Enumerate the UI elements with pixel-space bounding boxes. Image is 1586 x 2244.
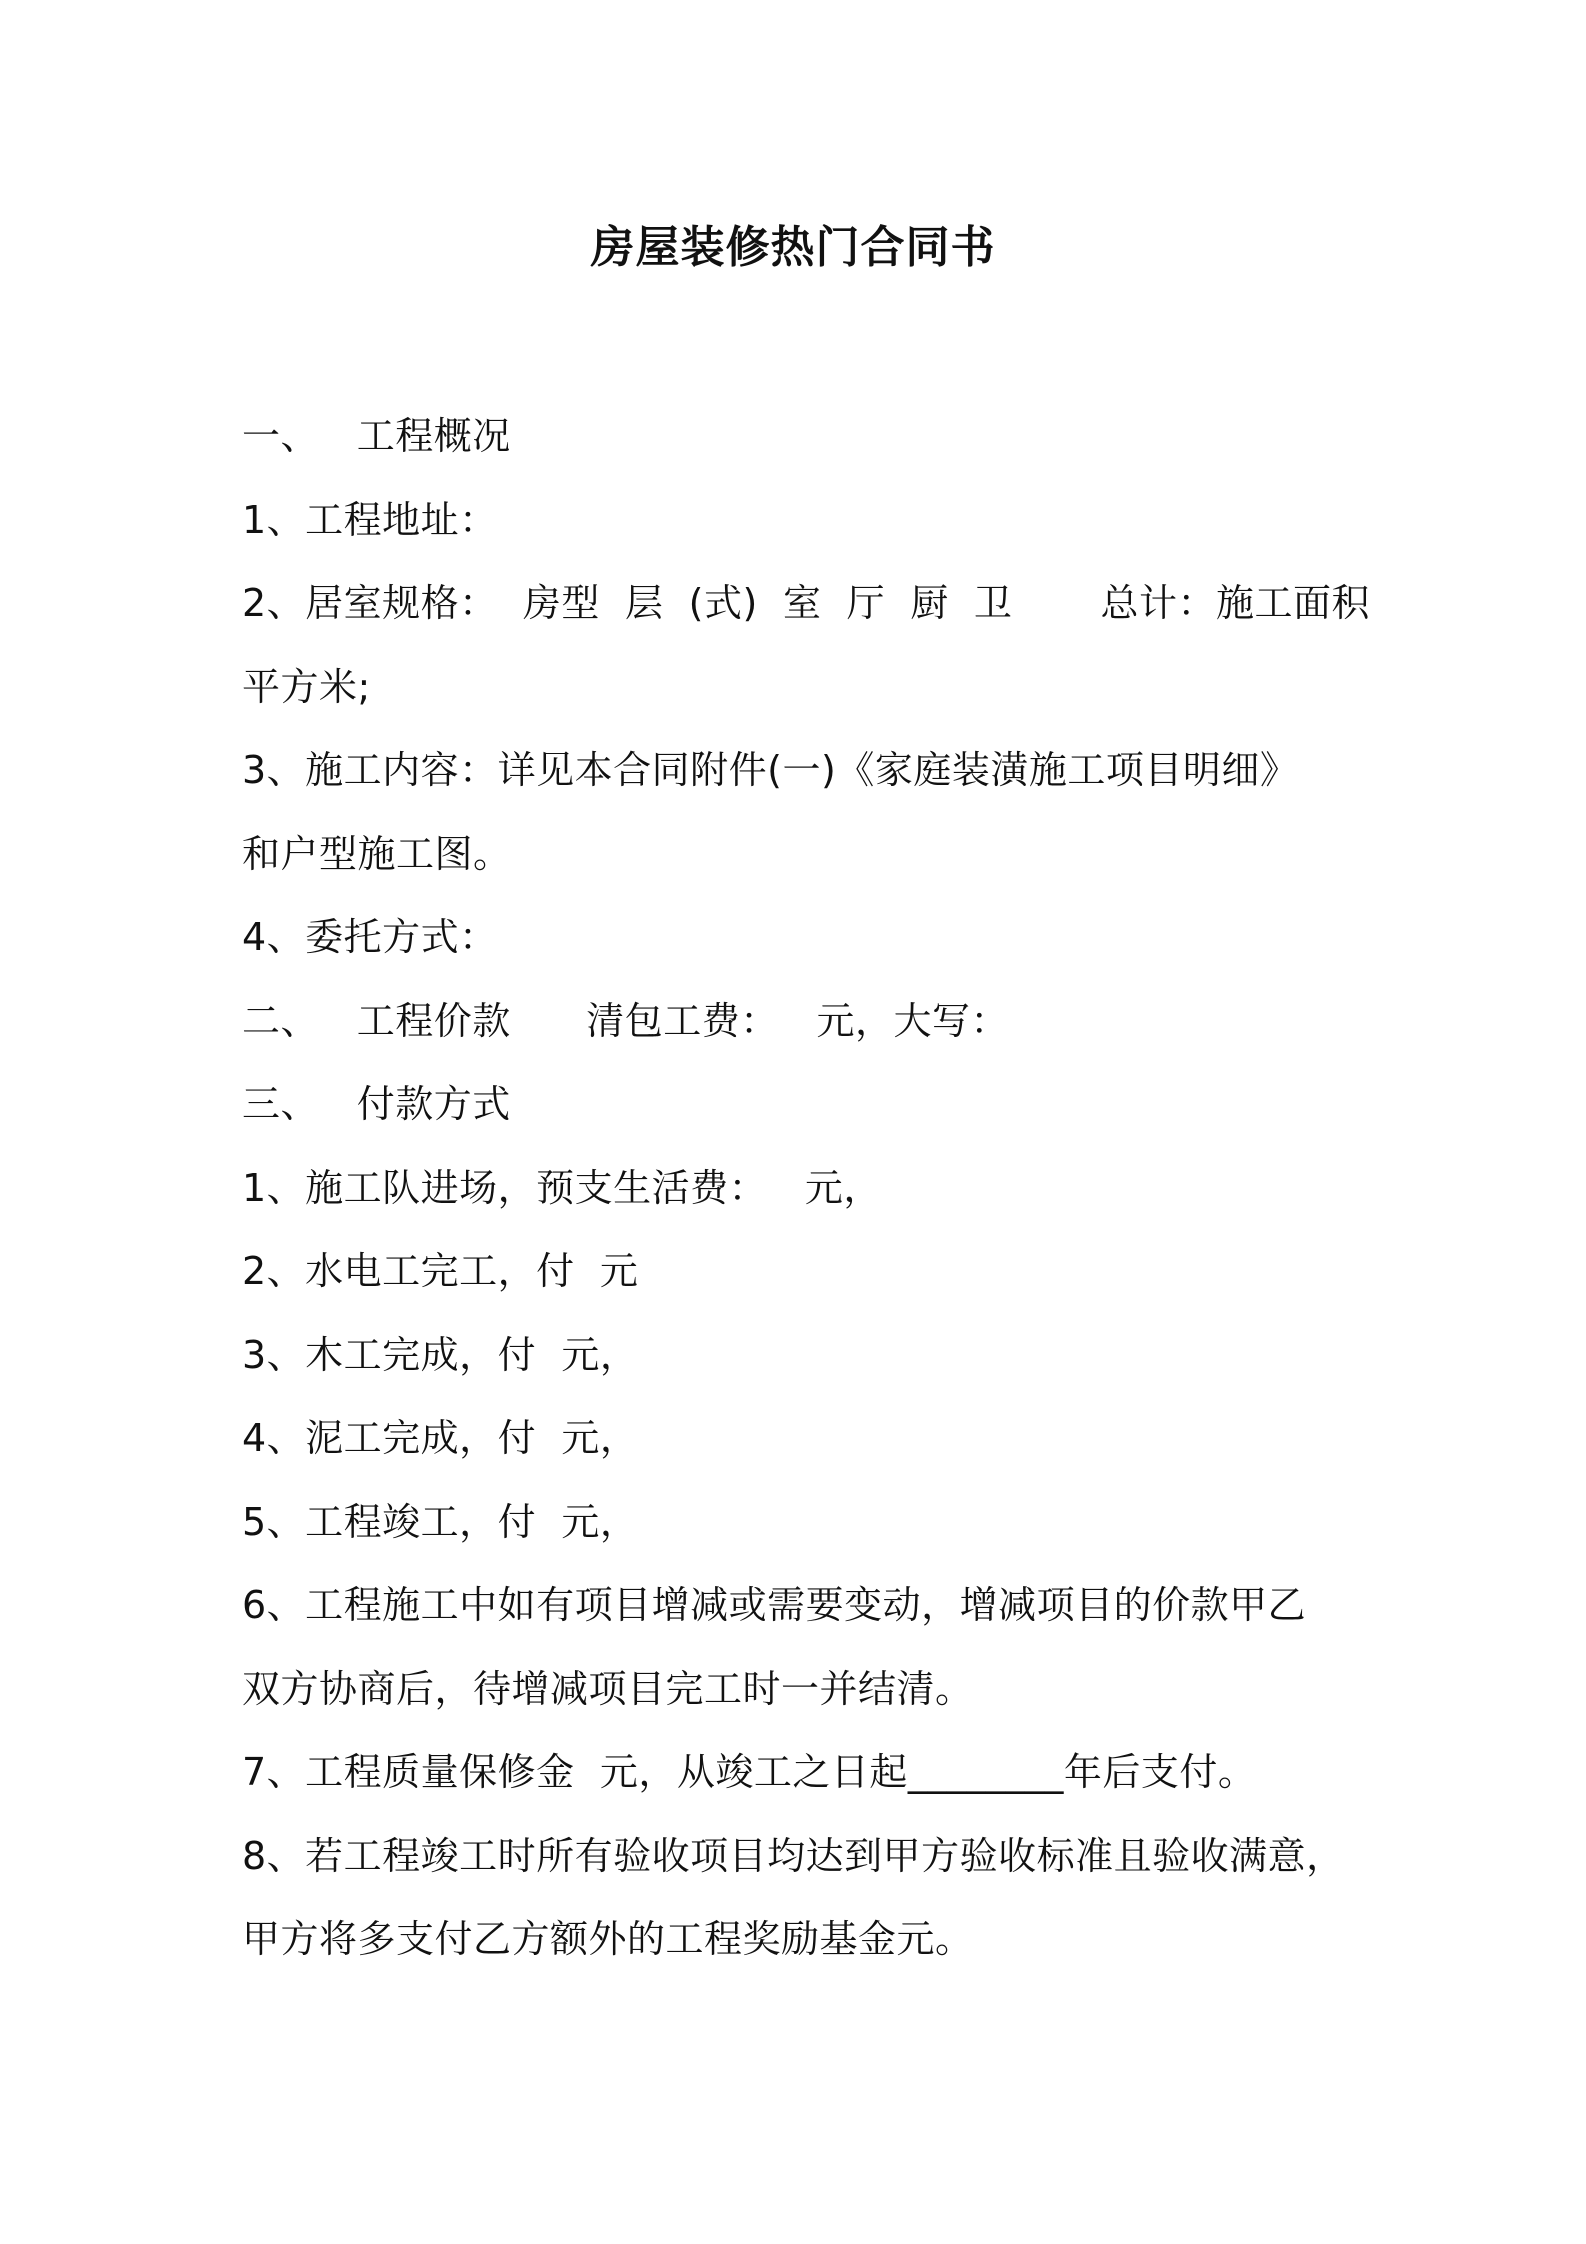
- clause-commission-method: 4、委托方式：: [242, 915, 498, 959]
- clause-payment-2: 2、水电工完工，付 元: [242, 1249, 639, 1293]
- clause-construction-content-continued: 和户型施工图。: [242, 831, 512, 876]
- clause-payment-6: 6、工程施工中如有项目增减或需要变动，增减项目的价款甲乙: [242, 1583, 1307, 1627]
- document-body: [242, 406, 1370, 1993]
- clause-payment-8-continued: 甲方将多支付乙方额外的工程奖励基金元。: [242, 1917, 974, 1961]
- document-title: 房屋装修热门合同书: [590, 222, 996, 273]
- clause-construction-content: 3、施工内容：详见本合同附件(一)《家庭装潢施工项目明细》: [242, 748, 1299, 792]
- clause-payment-8: 8、若工程竣工时所有验收项目均达到甲方验收标准且验收满意，: [242, 1833, 1345, 1878]
- section-heading-payment-method: 三、 付款方式: [242, 1082, 511, 1126]
- clause-payment-1: 1、施工队进场，预支生活费： 元，: [242, 1165, 882, 1210]
- section-heading-project-price: 二、 工程价款 清包工费： 元，大写：: [242, 998, 1009, 1043]
- clause-payment-6-continued: 双方协商后，待增减项目完工时一并结清。: [242, 1666, 974, 1711]
- clause-project-address: 1、工程地址：: [242, 497, 498, 542]
- clause-room-specification-continued: 平方米;: [242, 664, 371, 709]
- section-heading-project-overview: 一、 工程概况: [242, 414, 511, 458]
- clause-payment-5: 5、工程竣工，付 元，: [242, 1499, 639, 1544]
- clause-payment-3: 3、木工完成，付 元，: [242, 1332, 639, 1377]
- clause-room-specification: 2、居室规格： 房型 层 (式) 室 厅 厨 卫 总计：施工面积: [242, 581, 1370, 625]
- clause-payment-7: 7、工程质量保修金 元，从竣工之日起________年后支付。: [242, 1750, 1257, 1794]
- clause-payment-4: 4、泥工完成，付 元，: [242, 1416, 639, 1460]
